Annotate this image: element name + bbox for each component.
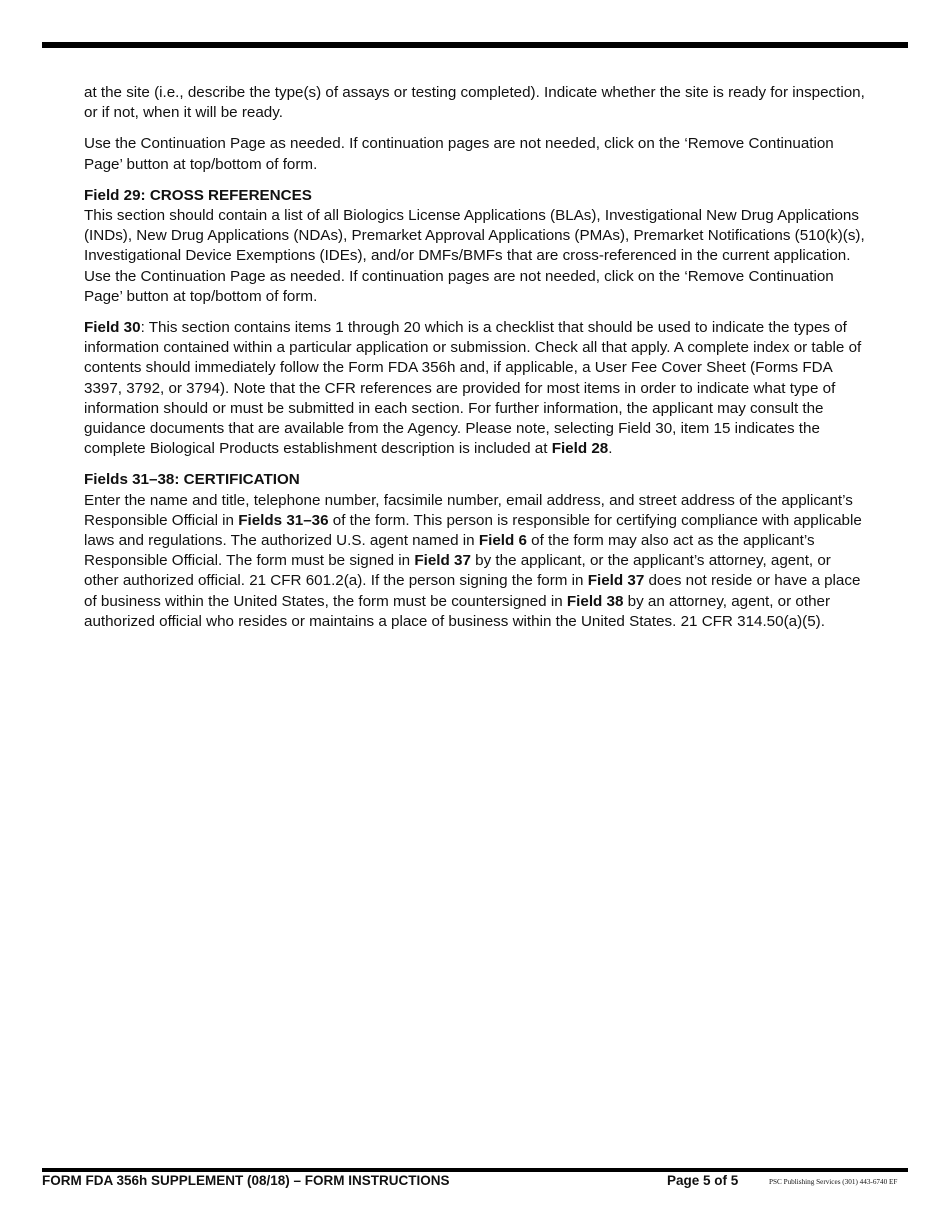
field-30-end: . — [608, 440, 613, 458]
cert-text-5: does not reside or have a place of business within the United States, the form must be countersigned in — [84, 572, 861, 610]
instructions-body — [84, 83, 868, 643]
cert-bold-field-37-again: Field 37 — [587, 572, 645, 590]
bottom-rule — [42, 1168, 908, 1172]
footer-page-number: Page 5 of 5 — [667, 1173, 739, 1188]
certification-heading: Fields 31–38: CERTIFICATION — [84, 471, 300, 489]
footer-publisher: PSC Publishing Services (301) 443-6740 EF — [769, 1178, 898, 1186]
field-28-reference: Field 28 — [551, 440, 609, 458]
certification-paragraph — [84, 491, 868, 632]
cert-bold-field-38: Field 38 — [566, 592, 624, 610]
field-30-paragraph — [84, 318, 868, 459]
top-rule — [42, 42, 908, 48]
cert-bold-field-6: Field 6 — [478, 532, 527, 550]
field-30-text: : This section contains items 1 through 20 which is a checklist that should be used to indicate the types of information contained within a particular application or submission. Check all that apply. A complete index or table of contents should immediately follow the Form FDA 356h and, if applicable, a User Fee Cover Sheet (Forms FDA 3397, 3792, or 3794). Note that the CFR references are provided for most items in order to indicate what type of information should or must be submitted in each section. For further information, the applicant may consult the guidance documents that are available from the Agency. Please note, selecting Field 30, item 15 indicates the complete Biological Products establishment description is included at — [84, 319, 862, 458]
cert-text-6: by an attorney, agent, or other authorized official who resides or maintains a place of business within the United States. 21 CFR 314.50(a)(5). — [84, 592, 831, 630]
cert-bold-fields-31-36: Fields 31–36 — [238, 511, 329, 529]
field-30-label: Field 30 — [84, 319, 141, 337]
continued-paragraph-2: Use the Continuation Page as needed. If continuation pages are not needed, click on the ‘Remove Continuation Page’ button at top/bottom of form. — [84, 135, 834, 173]
field-29-text: This section should contain a list of all Biologics License Applications (BLAs), Investigational New Drug Applications (INDs), New Drug Applications (NDAs), Premarket Approval Applications (PMAs), Premarket Notifications (510(k)(s), Investigational Device Exemptions (IDEs), and/or DMFs/BMFs that are cross-referenced in the current application. Use the Continuation Page as needed. If continuation pages are not needed, click on the ‘Remove Continuation Page’ button at top/bottom of form. — [84, 207, 865, 305]
cert-text-4: by the applicant, or the applicant’s attorney, agent, or other authorized official. 21 CFR 601.2(a). If the person signing the form in — [84, 552, 831, 590]
cert-bold-field-37: Field 37 — [414, 552, 471, 570]
cert-text-1: Enter the name and title, telephone number, facsimile number, email address, and street address of the applicant’s Responsible Official in — [84, 491, 853, 529]
field-29-heading: Field 29: CROSS REFERENCES — [84, 186, 312, 204]
cert-text-3: of the form may also act as the applicant’s Responsible Official. The form must be signed in — [84, 532, 815, 570]
cert-text-2: of the form. This person is responsible for certifying compliance with applicable laws and regulations. The authorized U.S. agent named in — [84, 511, 862, 550]
footer-form-title: FORM FDA 356h SUPPLEMENT (08/18) – FORM INSTRUCTIONS — [42, 1173, 450, 1188]
continued-paragraph-1: at the site (i.e., describe the type(s) of assays or testing completed). Indicate whether the site is ready for inspection, or if not, when it will be ready. — [84, 84, 865, 122]
